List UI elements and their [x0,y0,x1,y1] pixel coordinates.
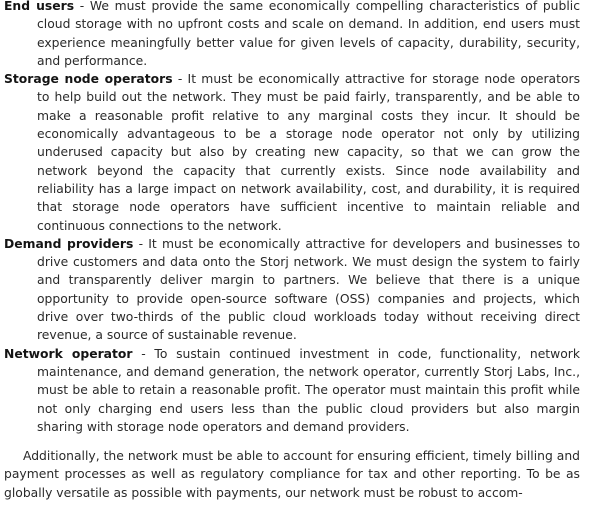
entry-text: - We must provide the same economically compelling characteristics of public cloud storage with no upfront costs and scale on demand. In addition, end users must experience meaningfully better value for given levels of capacity, durability, security, and performance. [37,0,580,68]
entry-network-operator [4,345,580,436]
entry-term: Demand providers [4,236,134,251]
entry-text: - To sustain continued investment in code, functionality, network maintenance, and demand generation, the network operator, currently Storj Labs, Inc., must be able to retain a reasonable profit. The operator must maintain this profit while not only charging end users less than the public cloud providers but also margin sharing with storage node operators and demand providers. [37,346,581,434]
stakeholder-list [4,0,580,436]
entry-term: End users [4,0,75,13]
entry-text: - It must be economically attractive for storage node operators to help build out the network. They must be paid fairly, transparently, and be able to make a reasonable profit relative to any marginal costs they incur. It should be economically advantageous to be a storage node operator not only by utilizing underused capacity but also by creating new capacity, so that we can grow the network beyond the capacity that currently exists. Since node availability and reliability has a large impact on network availability, cost, and durability, it is required that storage node operators have sufficient incentive to maintain reliable and continuous connections to the network. [37,72,581,233]
entry-end-users [4,0,580,70]
entry-term: Network operator [4,346,133,361]
entry-text: - It must be economically attractive for developers and businesses to drive customers and data onto the Storj network. We must design the system to fairly and transparently deliver margin to partners. We believe that there is a unique opportunity to provide open-source software (OSS) companies and projects, which drive over two-thirds of the public cloud workloads today without receiving direct revenue, a source of sustainable revenue. [37,236,580,343]
entry-term: Storage node operators [4,72,173,87]
entry-demand-providers [4,235,580,345]
closing-paragraph: Additionally, the network must be able to account for ensuring efficient, timely billing and payment processes as well as regulatory compliance for tax and other reporting. To be as globally versatile as possible with payments, our network must be robust to accom- [4,449,580,500]
entry-storage-node-operators [4,70,580,235]
